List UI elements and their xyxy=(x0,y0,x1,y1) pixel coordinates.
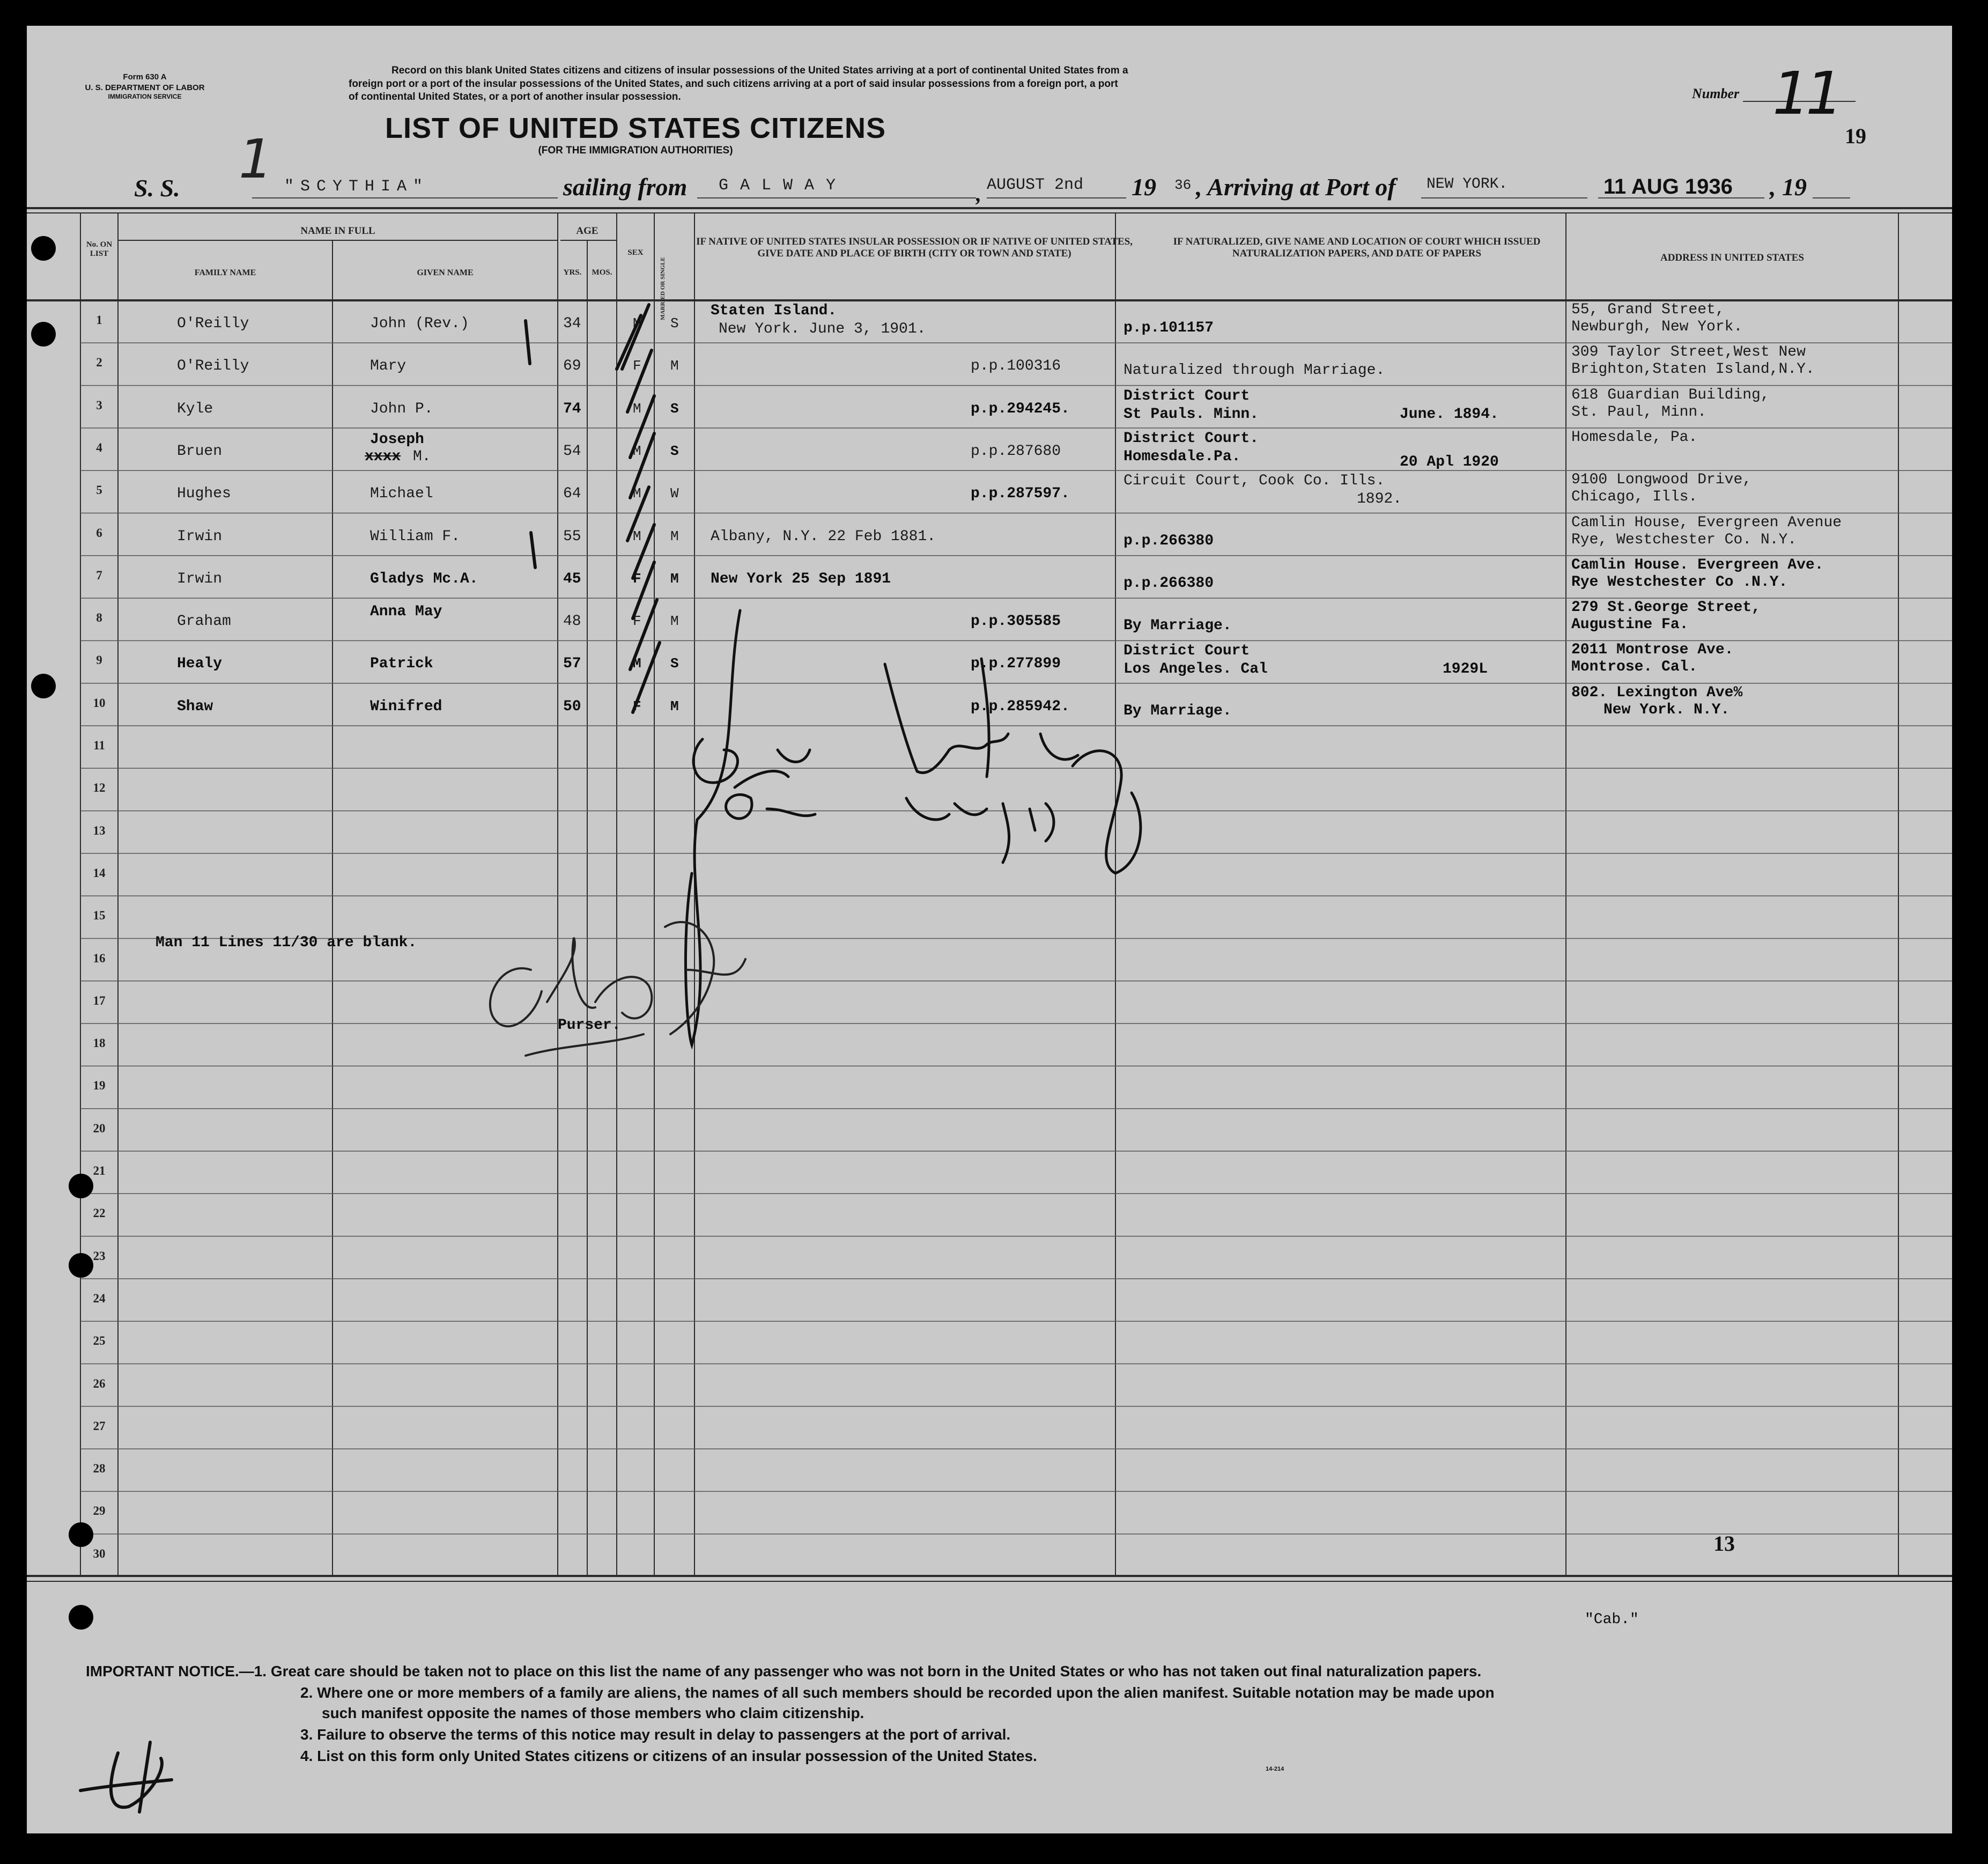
row-number: 18 xyxy=(93,1036,106,1050)
binding-hole xyxy=(69,1253,93,1278)
class-notation: "Cab." xyxy=(1585,1611,1639,1628)
family-name: Graham xyxy=(177,613,231,630)
purser-label: Purser. xyxy=(558,1017,621,1034)
binding-hole xyxy=(31,236,56,261)
col-no-on-list: No. ON LIST xyxy=(86,240,113,259)
age-years: 50 xyxy=(563,698,581,715)
col-family-name: FAMILY NAME xyxy=(194,268,256,277)
naturalization-info: District Court xyxy=(1124,643,1250,660)
address-line-2: Montrose. Cal. xyxy=(1571,659,1698,676)
row-number: 24 xyxy=(93,1291,106,1305)
sex: M xyxy=(633,443,641,459)
family-name: Bruen xyxy=(177,443,223,460)
sailing-from-label: sailing from xyxy=(563,173,688,201)
naturalization-info: Naturalized through Marriage. xyxy=(1124,362,1385,379)
form-number: Form 630 A xyxy=(123,72,167,82)
age-years: 64 xyxy=(563,485,581,503)
sex: F xyxy=(633,570,641,587)
manifest-sheet xyxy=(27,26,1952,1833)
row-number: 10 xyxy=(93,696,106,710)
row-number: 13 xyxy=(93,823,106,837)
given-name: Winifred xyxy=(370,698,442,715)
ship-name: "SCYTHIA" xyxy=(284,178,430,196)
notice-item-1: —1. Great care should be taken not to place on this list the name of any passenger who was not born in the United States or who has not taken out final naturalization papers. xyxy=(239,1663,1482,1679)
row-number: 12 xyxy=(93,781,106,795)
naturalization-info: p.p.101157 xyxy=(1124,320,1214,336)
row-number: 21 xyxy=(93,1164,106,1177)
row-number: 5 xyxy=(96,483,102,497)
row-number: 2 xyxy=(96,356,102,370)
ss-label: S. S. xyxy=(134,174,180,202)
naturalization-location: 1892. xyxy=(1357,491,1402,508)
passport-number: p.p.305585 xyxy=(971,613,1061,630)
sex: M xyxy=(633,485,641,502)
given-name: Michael xyxy=(370,485,433,503)
year-prefix: 19 xyxy=(1132,173,1156,201)
instruction-line: foreign port or a port of the insular possessions of the United States, and such citizens arriving at a port of said insular possessions from a foreign port, a port xyxy=(349,78,1118,90)
instruction-line: Record on this blank United States citizens and citizens of insular possessions of the United States arriving at a port of continental United States from a xyxy=(391,65,1128,76)
address-line-1: Camlin House, Evergreen Avenue xyxy=(1571,514,1842,531)
col-birth: IF NATIVE OF UNITED STATES INSULAR POSSESSION OR IF NATIVE OF UNITED STATES, GIVE DATE AND PLACE OF BIRTH (CITY OR TOWN AND STATE) xyxy=(696,236,1133,259)
marital-status: S xyxy=(670,443,679,459)
row-number: 7 xyxy=(96,568,102,582)
address-line-1: 55, Grand Street, xyxy=(1571,301,1725,318)
age-years: 45 xyxy=(563,570,581,587)
naturalization-info: Circuit Court, Cook Co. Ills. xyxy=(1124,473,1385,490)
address-line-1: 279 St.George Street, xyxy=(1571,599,1761,616)
row-number: 9 xyxy=(96,653,102,667)
arrival-date-stamp: 11 AUG 1936 xyxy=(1603,175,1733,198)
service: IMMIGRATION SERVICE xyxy=(108,93,182,100)
age-years: 48 xyxy=(563,613,581,630)
row-number: 23 xyxy=(93,1249,106,1263)
binding-hole xyxy=(31,322,56,347)
age-years: 57 xyxy=(563,655,581,673)
row-number: 29 xyxy=(93,1504,106,1518)
birth-place-date: New York 25 Sep 1891 xyxy=(711,570,891,587)
given-name-initial: M. xyxy=(413,448,431,465)
naturalization-info: By Marriage. xyxy=(1124,617,1232,635)
address-line-1: 618 Guardian Building, xyxy=(1571,386,1770,403)
blank-lines-note: Man 11 Lines 11/30 are blank. xyxy=(156,934,417,951)
family-name: Hughes xyxy=(177,485,231,503)
row-number: 1 xyxy=(96,313,102,327)
naturalization-date: June. 1894. xyxy=(1400,406,1499,423)
year-prefix-2-text: 19 xyxy=(1782,173,1807,201)
col-age: AGE xyxy=(576,225,598,237)
marital-status: M xyxy=(670,698,679,714)
row-number: 17 xyxy=(93,993,106,1007)
given-name: Patrick xyxy=(370,655,433,673)
age-years: 34 xyxy=(563,315,581,332)
sex: M xyxy=(633,528,641,544)
address-line-1: 309 Taylor Street,West New xyxy=(1571,344,1806,361)
row-number: 14 xyxy=(93,866,106,880)
col-address: ADDRESS IN UNITED STATES xyxy=(1660,252,1804,263)
given-name: Anna May xyxy=(370,603,442,621)
address-line-2: Rye Westchester Co .N.Y. xyxy=(1571,573,1788,591)
row-number: 27 xyxy=(93,1419,106,1433)
age-years: 55 xyxy=(563,528,581,545)
number-label: Number xyxy=(1692,86,1740,101)
page-title: LIST OF UNITED STATES CITIZENS xyxy=(385,112,886,144)
form-code: 14-214 xyxy=(1266,1766,1284,1772)
row-number: 15 xyxy=(93,909,106,923)
marital-status: S xyxy=(670,400,679,417)
sex: M xyxy=(633,655,641,672)
col-naturalized: IF NATURALIZED, GIVE NAME AND LOCATION OF COURT WHICH ISSUED NATURALIZATION PAPERS, AND DATE OF PAPERS xyxy=(1173,236,1541,259)
birth-place-date-2: New York. June 3, 1901. xyxy=(719,321,926,337)
marital-status: W xyxy=(670,485,679,502)
col-given-name: GIVEN NAME xyxy=(417,268,474,277)
marital-status: S xyxy=(670,655,679,672)
page-total: 13 xyxy=(1713,1531,1735,1556)
address-line-2: St. Paul, Minn. xyxy=(1571,403,1707,421)
sailing-date: AUGUST 2nd xyxy=(987,176,1084,194)
family-name: Kyle xyxy=(177,400,213,417)
family-name: O'Reilly xyxy=(177,315,249,332)
notice-heading-text: IMPORTANT NOTICE. xyxy=(86,1663,239,1679)
row-number: 6 xyxy=(96,526,102,540)
naturalization-info: District Court. xyxy=(1124,430,1259,447)
marital-status: M xyxy=(670,528,679,544)
row-number: 28 xyxy=(93,1462,106,1476)
family-name: Irwin xyxy=(177,528,223,545)
row-number: 30 xyxy=(93,1546,106,1560)
given-name-struck: xxxx xyxy=(365,448,401,465)
birth-place-date: Staten Island. xyxy=(711,303,837,319)
department: U. S. DEPARTMENT OF LABOR xyxy=(85,83,205,92)
passport-number: p.p.100316 xyxy=(971,358,1061,375)
instruction-line: of continental United States, or a port of another insular possession. xyxy=(349,91,681,103)
age-years: 54 xyxy=(563,443,581,460)
col-name-in-full: NAME IN FULL xyxy=(300,225,375,237)
family-name: Shaw xyxy=(177,698,213,715)
arriving-label-text: Arriving at Port of xyxy=(1207,173,1396,201)
arrival-port: NEW YORK. xyxy=(1427,176,1508,193)
sex: F xyxy=(633,698,641,714)
sex: F xyxy=(633,358,641,374)
row-number: 26 xyxy=(93,1376,106,1390)
family-name: Irwin xyxy=(177,570,223,587)
col-yrs: YRS. xyxy=(563,268,582,277)
age-years: 69 xyxy=(563,358,581,375)
binding-hole xyxy=(69,1605,93,1630)
address-line-1: 802. Lexington Ave% xyxy=(1571,684,1743,701)
comma-2: , xyxy=(1196,173,1208,201)
birth-place-date: Albany, N.Y. 22 Feb 1881. xyxy=(711,528,936,545)
comma-3: , xyxy=(1770,173,1782,201)
row-number: 8 xyxy=(96,611,102,625)
col-mos: MOS. xyxy=(592,268,612,277)
family-name: O'Reilly xyxy=(177,358,249,375)
marital-status: M xyxy=(670,613,679,630)
address-line-2: Chicago, Ills. xyxy=(1571,489,1698,506)
notice-item-4: 4. List on this form only United States citizens or citizens of an insular possession of the United States. xyxy=(300,1748,1037,1764)
sailing-from-port: GALWAY xyxy=(719,176,848,195)
row-number: 25 xyxy=(93,1334,106,1348)
address-line-1: Camlin House. Evergreen Ave. xyxy=(1571,556,1824,573)
row-number: 16 xyxy=(93,951,106,965)
marital-status: M xyxy=(670,358,679,374)
binding-hole xyxy=(69,1174,93,1198)
row-number: 4 xyxy=(96,440,102,454)
given-name: Joseph xyxy=(370,431,424,448)
given-name: John (Rev.) xyxy=(370,315,469,332)
family-name: Healy xyxy=(177,655,223,673)
age-years: 74 xyxy=(563,400,581,417)
given-name: Mary xyxy=(370,358,407,375)
page-subtitle: (FOR THE IMMIGRATION AUTHORITIES) xyxy=(538,145,733,156)
marital-status: M xyxy=(670,570,679,587)
address-line-2: Augustine Fa. xyxy=(1571,616,1689,633)
address-line-1: Homesdale, Pa. xyxy=(1571,429,1698,446)
comma-1: , xyxy=(976,182,981,206)
sex: M xyxy=(633,400,641,417)
year-suffix: 36 xyxy=(1174,177,1192,193)
binding-hole xyxy=(31,674,56,698)
page-corner-number: 19 xyxy=(1845,124,1866,148)
sex: M xyxy=(633,315,641,331)
notice-item-2-cont: such manifest opposite the names of those members who claim citizenship. xyxy=(322,1705,864,1721)
handwritten-mark xyxy=(27,26,1952,1833)
passport-number: p.p.294245. xyxy=(971,400,1070,417)
given-name: Gladys Mc.A. xyxy=(370,570,478,587)
address-line-1: 9100 Longwood Drive, xyxy=(1571,471,1752,489)
row-number: 3 xyxy=(96,398,102,412)
naturalization-location: Los Angeles. Cal xyxy=(1124,661,1268,678)
sex: F xyxy=(633,613,641,630)
given-name: William F. xyxy=(370,528,461,545)
address-line-2: Newburgh, New York. xyxy=(1571,319,1743,335)
binding-hole xyxy=(69,1522,93,1547)
row-number: 19 xyxy=(93,1079,106,1093)
naturalization-info: By Marriage. xyxy=(1124,702,1232,719)
given-name: John P. xyxy=(370,400,433,417)
ss-handwritten-mark: 1 xyxy=(239,128,273,190)
col-sex: SEX xyxy=(627,248,644,257)
address-line-2: Brighton,Staten Island,N.Y. xyxy=(1571,361,1815,378)
naturalization-info: District Court xyxy=(1124,387,1250,404)
row-number: 20 xyxy=(93,1121,106,1135)
row-number: 22 xyxy=(93,1206,106,1220)
number-value: 11 xyxy=(1772,59,1839,128)
marital-status: S xyxy=(670,315,679,331)
col-married-or-single: MARRIED OR SINGLE xyxy=(660,257,666,320)
passport-number: p.p.287680 xyxy=(971,443,1061,460)
row-number: 11 xyxy=(93,739,105,752)
passport-number: p.p.277899 xyxy=(971,655,1061,673)
naturalization-info: p.p.266380 xyxy=(1124,532,1214,549)
address-line-2: Rye, Westchester Co. N.Y. xyxy=(1571,531,1797,548)
notice-item-3: 3. Failure to observe the terms of this notice may result in delay to passengers at the port of arrival. xyxy=(300,1726,1011,1743)
naturalization-location: St Pauls. Minn. xyxy=(1124,406,1259,423)
naturalization-date: 1929L xyxy=(1443,661,1488,678)
passport-number: p.p.287597. xyxy=(971,485,1070,503)
naturalization-location: Homesdale.Pa. xyxy=(1124,448,1241,465)
address-line-2: New York. N.Y. xyxy=(1603,701,1730,718)
address-line-1: 2011 Montrose Ave. xyxy=(1571,642,1734,659)
notice-item-2: 2. Where one or more members of a family are aliens, the names of all such members should be recorded upon the alien manifest. Suitable notation may be made upon xyxy=(300,1684,1495,1701)
passport-number: p.p.285942. xyxy=(971,698,1070,715)
naturalization-info: p.p.266380 xyxy=(1124,574,1214,592)
naturalization-date: 20 Apl 1920 xyxy=(1400,453,1499,470)
